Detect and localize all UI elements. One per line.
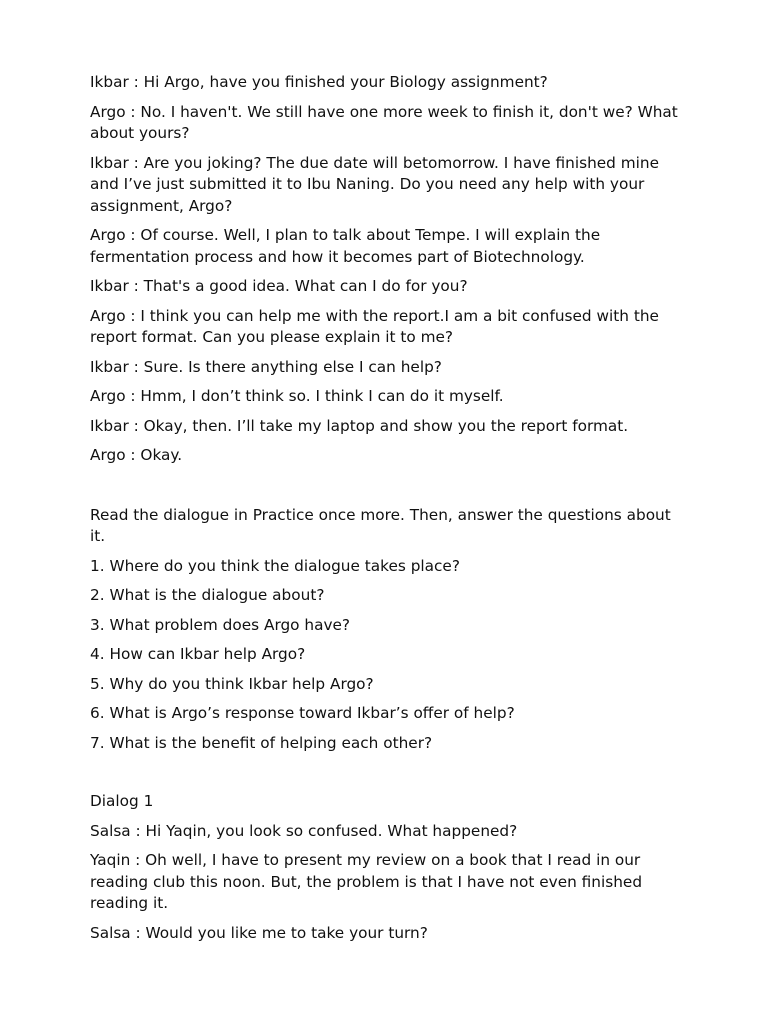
dialogue-line: Ikbar : Sure. Is there anything else I can help? — [90, 357, 442, 376]
dialogue-line: Yaqin : Oh well, I have to present my review on a book that I read in our reading club this noon. But, the problem is that I have not even finished reading it. — [90, 851, 643, 912]
dialog-1-section — [90, 791, 690, 944]
dialogue-line: Argo : No. I haven't. We still have one more week to finish it, don't we? What about yours? — [90, 102, 678, 142]
question-item: 3. What problem does Argo have? — [90, 615, 351, 634]
document-page — [90, 72, 690, 952]
question-item: 6. What is Argo’s response toward Ikbar’s offer of help? — [90, 704, 515, 722]
dialogue-line: Argo : I think you can help me with the report.I am a bit confused with the report format. Can you please explain it to me? — [90, 306, 659, 346]
dialogue-line: Argo : Of course. Well, I plan to talk about Tempe. I will explain the fermentation process and how it becomes part of Biotechnology. — [90, 226, 601, 266]
dialog-heading: Dialog 1 — [90, 792, 154, 810]
dialogue-line: Ikbar : Hi Argo, have you finished your Biology assignment? — [90, 73, 548, 91]
questions-section — [90, 505, 690, 755]
dialogue-line: Argo : Hmm, I don’t think so. I think I can do it myself. — [90, 387, 504, 405]
question-item: 2. What is the dialogue about? — [90, 586, 325, 604]
question-item: 4. How can Ikbar help Argo? — [90, 645, 306, 663]
section-spacer — [90, 475, 690, 505]
dialogue-line: Argo : Okay. — [90, 446, 183, 464]
dialogue-line: Ikbar : That's a good idea. What can I do for you? — [90, 277, 468, 295]
section-spacer — [90, 762, 690, 791]
question-item: 5. Why do you think Ikbar help Argo? — [90, 674, 374, 693]
dialogue-line: Ikbar : Okay, then. I’ll take my laptop and show you the report format. — [90, 416, 629, 435]
dialogue-line: Ikbar : Are you joking? The due date will betomorrow. I have finished mine and I’ve just submitted it to Ibu Naning. Do you need any help with your assignment, Argo? — [90, 153, 660, 215]
question-item: 7. What is the benefit of helping each other? — [90, 733, 433, 752]
dialogue-line: Salsa : Would you like me to take your turn? — [90, 923, 428, 942]
instructions-text: Read the dialogue in Practice once more. Then, answer the questions about it. — [90, 505, 671, 545]
dialogue-ikbar-argo — [90, 72, 690, 467]
dialogue-line: Salsa : Hi Yaqin, you look so confused. What happened? — [90, 821, 518, 840]
question-item: 1. Where do you think the dialogue takes place? — [90, 556, 460, 575]
